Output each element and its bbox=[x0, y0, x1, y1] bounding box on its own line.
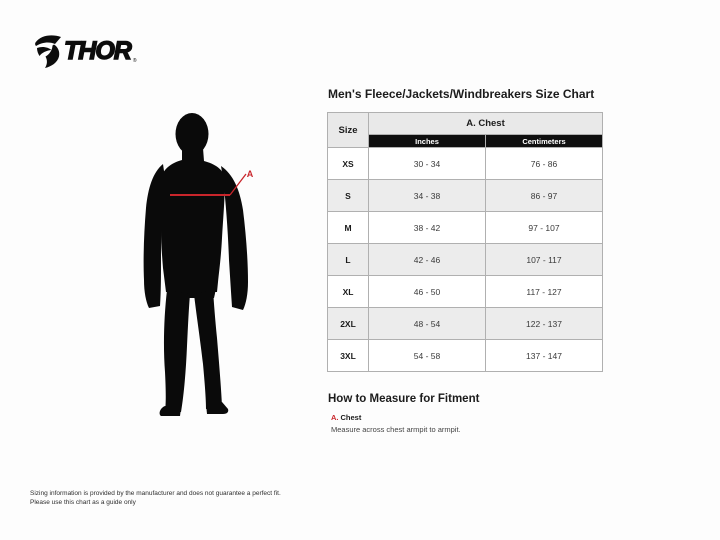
measure-item-name: Chest bbox=[340, 413, 362, 422]
disclaimer-line-2: Please use this chart as a guide only bbox=[30, 499, 136, 506]
table-row-xs bbox=[328, 148, 603, 180]
size-cell: XL bbox=[328, 276, 369, 308]
measure-item-key: A. bbox=[331, 413, 339, 422]
centimeters-cell: 117 - 127 bbox=[486, 276, 603, 308]
size-cell: 2XL bbox=[328, 308, 369, 340]
chest-annotation-label: A bbox=[246, 169, 254, 179]
inches-cell: 42 - 46 bbox=[369, 244, 486, 276]
size-cell: XS bbox=[328, 148, 369, 180]
silhouette-right-leg bbox=[194, 290, 222, 409]
inches-cell: 38 - 42 bbox=[369, 212, 486, 244]
inches-cell: 48 - 54 bbox=[369, 308, 486, 340]
centimeters-cell: 86 - 97 bbox=[486, 180, 603, 212]
thor-logo-text: THOR bbox=[64, 37, 131, 65]
table-row-xl bbox=[328, 276, 603, 308]
silhouette-right-arm bbox=[221, 166, 248, 310]
centimeters-cell: 137 - 147 bbox=[486, 340, 603, 372]
disclaimer-text bbox=[30, 489, 281, 507]
size-cell: S bbox=[328, 180, 369, 212]
size-chart-title: Men's Fleece/Jackets/Windbreakers Size Chart bbox=[328, 87, 595, 101]
inches-cell: 54 - 58 bbox=[369, 340, 486, 372]
centimeters-cell: 97 - 107 bbox=[486, 212, 603, 244]
table-header-row bbox=[328, 113, 603, 135]
centimeters-cell: 107 - 117 bbox=[486, 244, 603, 276]
column-header-size: Size bbox=[328, 113, 369, 148]
table-unit-header-row bbox=[328, 135, 603, 148]
centimeters-cell: 122 - 137 bbox=[486, 308, 603, 340]
disclaimer-line-1: Sizing information is provided by the manufacturer and does not guarantee a perfect fit. bbox=[30, 490, 281, 497]
table-row-s bbox=[328, 180, 603, 212]
inches-cell: 46 - 50 bbox=[369, 276, 486, 308]
column-header-inches: Inches bbox=[369, 135, 486, 148]
table-row-3xl bbox=[328, 340, 603, 372]
thor-logo bbox=[34, 34, 137, 68]
silhouette-right-foot bbox=[206, 402, 228, 414]
size-cell: 3XL bbox=[328, 340, 369, 372]
measure-section-heading: How to Measure for Fitment bbox=[328, 393, 480, 405]
male-silhouette-figure bbox=[140, 110, 260, 422]
column-header-chest: A. Chest bbox=[369, 113, 603, 135]
inches-cell: 34 - 38 bbox=[369, 180, 486, 212]
size-cell: L bbox=[328, 244, 369, 276]
column-header-centimeters: Centimeters bbox=[486, 135, 603, 148]
centimeters-cell: 76 - 86 bbox=[486, 148, 603, 180]
table-row-l bbox=[328, 244, 603, 276]
trademark-symbol: ® bbox=[132, 58, 137, 64]
inches-cell: 30 - 34 bbox=[369, 148, 486, 180]
measure-item-chest bbox=[331, 413, 461, 434]
size-chart-table bbox=[327, 112, 603, 372]
table-row-m bbox=[328, 212, 603, 244]
table-row-2xl bbox=[328, 308, 603, 340]
measure-item-description: Measure across chest armpit to armpit. bbox=[331, 425, 461, 434]
thor-helmet-icon bbox=[34, 34, 62, 68]
silhouette-left-leg bbox=[164, 290, 190, 412]
size-cell: M bbox=[328, 212, 369, 244]
measure-item-label bbox=[331, 413, 461, 422]
